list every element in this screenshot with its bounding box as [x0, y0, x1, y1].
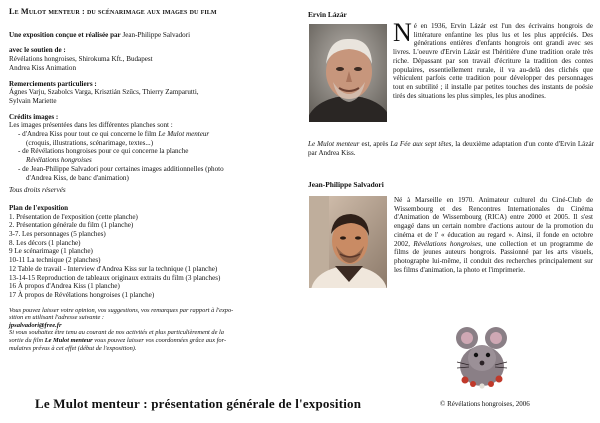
lazar-bio-text: é en 1936, Ervin Lázár est l'un des écrivains hongrois de littérature enfantine les plus lus et les plus appréciés. Des générations entières d'enfants hongrois ont grandi avec ses livres. L'oeuvre d'Ervin Lázár est l'héritière d'une tradition orale très riche. Dépassant par son travail d'écriture la tradition des contes populaires, essentiellement rurale, il va au-delà des clichés que véhiculent parfois cette tradition pour développer des personnages tout en subtilité ; il installe par petites touches des instants de poésie tirés des situations les plus simples, les plus anodines.: [393, 22, 593, 100]
plan-item: 2. Présentation générale du film (1 planche): [9, 221, 134, 230]
plan-section: [9, 204, 291, 300]
support-line: Révélations hongroises, Shirokuma Kft., Budapest: [9, 55, 153, 64]
thanks-line: Ágnes Varju, Szabolcs Varga, Krisztián Szűcs, Thierry Zamparutti,: [9, 88, 199, 97]
plan-item: 10-11 La technique (2 planches): [9, 256, 101, 265]
credits-item: - d'Andrea Kiss pour tout ce qui concerne le film Le Mulot menteur: [18, 130, 210, 139]
credits-item-cont: d'Andrea Kiss, de banc d'animation): [26, 173, 129, 182]
left-column: [9, 8, 291, 352]
salvadori-photo: [309, 196, 387, 288]
credits-item-cont: (croquis, illustrations, scénarimage, textes...): [26, 138, 154, 147]
salvadori-bio-top: Né à Marseille en 1970. Animateur culturel du Ciné-Club de Wissembourg et des Rencontres Internationales du Cinéma d'Animation de Wissembourg (RICA) entre 2000 et 2005. Il s'est engagé dans un certain nombre d'actions autour de la promotion du cinéma et de l' « éducation au regard ». Ainsi, il fonde en octobre 2002, Révélations hongroises, une collection et un programme de films de jeunes auteurs hongrois. Passionné par les arts visuels, photographe lui-même, il conduit des recherches principalement sur les films d'animation, la photo et l'imprimerie.: [394, 196, 594, 274]
salvadori-name: Jean-Philippe Salvadori: [308, 180, 384, 189]
credits-heading: Crédits images :: [9, 112, 59, 121]
thanks-heading: Remerciements particuliers :: [9, 79, 97, 88]
feedback-notes: [9, 307, 291, 353]
lazar-photo: [309, 24, 387, 122]
plan-item: 13-14-15 Reproduction de tableaux originaux extraits du film (3 planches): [9, 273, 221, 282]
credits-item: - de Révélations hongroises pour ce qui concerne la planche: [18, 147, 189, 156]
copyright-notice: © Révélations hongroises, 2006: [440, 400, 530, 408]
credits-item: - de Jean-Philippe Salvadori pour certaines images additionnelles (photo: [18, 164, 224, 173]
credits-intro: Les images présentées dans les différentes planches sont :: [9, 121, 173, 130]
support-section: [9, 46, 291, 72]
plan-item: 8. Les décors (1 planche): [9, 238, 81, 247]
plan-item: 17 À propos de Révélations hongroises (1 planche): [9, 290, 155, 299]
mouse-illustration: [451, 322, 513, 392]
note-line: Vous pouvez laisser votre opinion, vos suggestions, vos remarques par rapport à l'expo-: [9, 306, 234, 314]
expo-line: Une exposition conçue et réalisée par: [9, 30, 121, 39]
thanks-section: [9, 80, 291, 106]
lazar-dropcap: N: [393, 18, 412, 47]
note-line: mulaires prévus à cet effet (début de l'exposition).: [9, 344, 137, 352]
support-heading: avec le soutien de :: [9, 46, 66, 55]
note-line: sition en utilisant l'adresse suivante :: [9, 314, 105, 322]
exhibition-credit: [9, 31, 291, 40]
email-link[interactable]: jpsalvadori@free.fr: [9, 321, 62, 329]
lazar-bio-top: [393, 18, 593, 100]
lazar-bio-adaptation: Le Mulot menteur est, après La Fée aux sept têtes, la deuxième adaptation d'un conte d'Ervin Lázár par Andrea Kiss.: [308, 140, 594, 157]
note-line: sortie du film Le Mulot menteur vous pouvez laisser vos coordonnées grâce aux for-: [9, 337, 227, 345]
plan-item: 9 Le scénarimage (1 planche): [9, 247, 93, 256]
portrait-image: [309, 24, 387, 122]
rights-notice: Tous droits réservés: [9, 186, 66, 195]
portrait-image: [309, 196, 387, 288]
plan-heading: Plan de l'exposition: [9, 203, 69, 212]
plan-item: 1. Présentation de l'exposition (cette planche): [9, 212, 138, 221]
support-line: Andrea Kiss Animation: [9, 63, 76, 72]
page-title: Le Mulot menteur : du scénarimage aux images du film: [9, 7, 217, 16]
lazar-name: Ervin Lázár: [308, 10, 347, 19]
expo-author: Jean-Philippe Salvadori: [120, 30, 191, 39]
thanks-line: Sylvain Mariette: [9, 96, 57, 105]
salvadori-bio-text: Né à Marseille en 1970. Animateur culturel du Ciné-Club de Wissembourg et des Rencontres Internationales du Cinéma d'Animation de Wissembourg (RICA) entre 2000 et 2005. Il s'est engagé dans un certain nombre d'actions autour de la promotion du cinéma et de l' « éducation au regard ». Ainsi, il fonde en octobre 2002,: [394, 196, 593, 248]
footer-title: Le Mulot menteur : présentation générale de l'exposition: [35, 396, 362, 411]
plan-item: 16 À propos d'Andrea Kiss (1 planche): [9, 282, 120, 291]
note-line: Si vous souhaitez être tenu au courant de nos activités et plus particulièrement de la: [9, 329, 224, 337]
credits-item-cont: Révélations hongroises: [26, 156, 92, 165]
plan-item: 3-7. Les personnages (5 planches): [9, 230, 106, 239]
plan-item: 12 Table de travail - Interview d'Andrea Kiss sur la technique (1 planche): [9, 264, 218, 273]
credits-section: [9, 113, 291, 195]
mouse-icon: [451, 322, 513, 392]
